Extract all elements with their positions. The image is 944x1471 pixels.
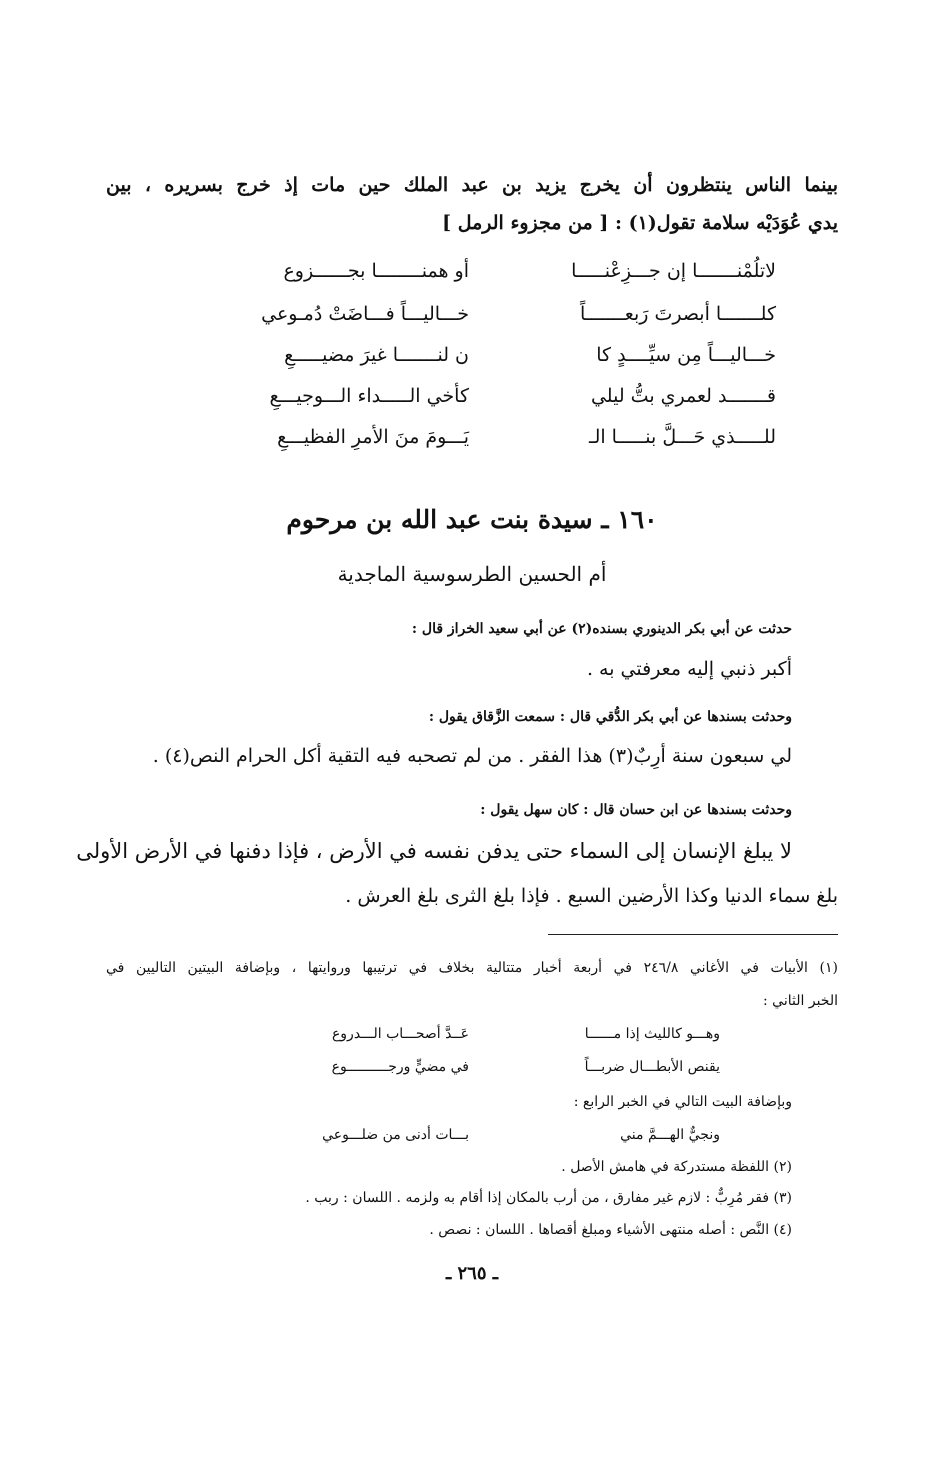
poem-hemistich-left: خـــاليـــاً فـــاضَتْ دُمـوعي <box>261 303 469 325</box>
footnote-1-line-2: الخبر الثاني : <box>763 993 838 1009</box>
poem-hemistich-right: خـــاليـــاً مِن سيِّــــدٍ كا <box>596 344 776 366</box>
narration-quote: لا يبلغ الإنسان إلى السماء حتى يدفن نفسه في الأرض ، فإذا دفنها في الأرض الأولى <box>76 839 792 863</box>
footnote-verse-right: يقنص الأبطـــال ضربـــاً <box>584 1059 720 1075</box>
section-subtitle: أم الحسين الطرسوسية الماجدية <box>337 562 607 586</box>
poem-hemistich-left: أو همنــــــــا بجــــــزوع <box>283 260 469 282</box>
poem-hemistich-left: يَـــومَ منَ الأمرِ الفظيـــعِ <box>277 426 469 448</box>
footnote-verse-left: بـــات أدنى من ضلـــوعي <box>322 1127 469 1143</box>
footnote-3: (٣) فقر مُرِبٌّ : لازم غير مفارق ، من أرب بالمكان إذا أقام به ولزمه . اللسان : ربب . <box>305 1190 792 1206</box>
poem-hemistich-right: للـــــذي حَـــلَّ بنـــــا الـ <box>589 426 776 448</box>
paragraph-line-2: يدي عُوَدَيْه سلامة تقول(١) : [ من مجزوء الرمل ] <box>442 212 838 234</box>
narration-intro: حدثت عن أبي بكر الدينوري بسنده(٢) عن أبي سعيد الخراز قال : <box>411 621 792 637</box>
page-number: ـ ٢٦٥ ـ <box>445 1263 499 1284</box>
footnote-divider <box>548 934 838 935</box>
footnote-2: (٢) اللفظة مستدركة في هامش الأصل . <box>561 1159 792 1175</box>
narration-intro: وحدثت بسندها عن ابن حسان قال : كان سهل يقول : <box>480 802 792 818</box>
footnote-verse-right: وهـــو كالليث إذا مــــــا <box>584 1026 720 1042</box>
narration-quote: أكبر ذنبي إليه معرفتي به . <box>586 658 792 680</box>
poem-hemistich-right: لاتلُمْنـــــــا إن جـــزِعْنـــــا <box>571 260 776 282</box>
footnote-verse-left: عَــدَّ أصحـــاب الـــدروع <box>331 1026 469 1042</box>
poem-hemistich-left: ن لنـــــــا غيرَ مضيـــــعِ <box>284 344 469 366</box>
narration-quote: لي سبعون سنة أرِبٌ(٣) هذا الفقر . من لم تصحبه فيه التقية أكل الحرام النص(٤) . <box>152 745 792 767</box>
poem-hemistich-right: كلـــــــا أبصرتَ رَبعـــــــاً <box>580 303 776 325</box>
narration-quote: بلغ سماء الدنيا وكذا الأرضين السبع . فإذا بلغ الثرى بلغ العرش . <box>345 885 838 907</box>
footnote-1-line-3: وبإضافة البيت التالي في الخبر الرابع : <box>573 1094 792 1110</box>
section-title: ١٦٠ ـ سيدة بنت عبد الله بن مرحوم <box>286 505 658 534</box>
poem-hemistich-right: قـــــــد لعمري بتُّ ليلي <box>590 385 776 407</box>
poem-hemistich-left: كأخي الـــــداء الـــوجيـــعِ <box>269 385 469 407</box>
footnote-verse-right: ونجيٌّ الهـــمَّ مني <box>620 1127 720 1143</box>
footnote-4: (٤) النَّص : أصله منتهى الأشياء ومبلغ أقصاها . اللسان : نصص . <box>429 1222 792 1238</box>
footnote-verse-left: في مضيٍّ ورجــــــــــوع <box>331 1059 469 1075</box>
narration-intro: وحدثت بسندها عن أبي بكر الدُّقي قال : سمعت الزَّقاق يقول : <box>428 709 792 725</box>
paragraph-line-1: بينما الناس ينتظرون أن يخرج يزيد بن عبد الملك حين مات إذ خرج بسريره ، بين <box>106 174 838 196</box>
footnote-1-line-1: (١) الأبيات في الأغاني ٢٤٦/٨ في أربعة أخبار متتالية بخلاف في ترتيبها وروايتها ، وبإضافة البيتين التاليين في <box>106 960 838 976</box>
